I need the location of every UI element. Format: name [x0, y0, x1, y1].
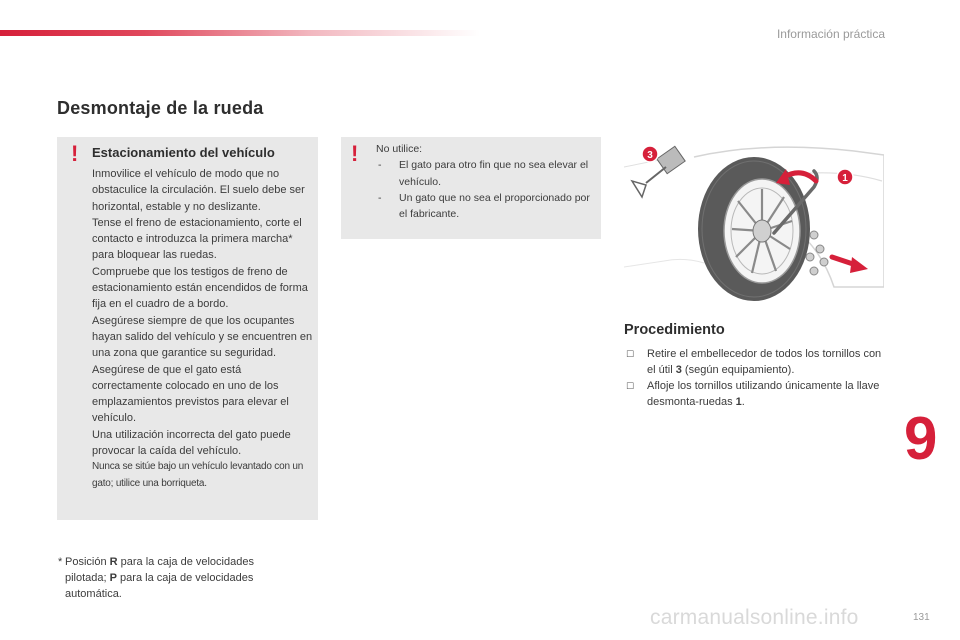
- procedure-heading: Procedimiento: [624, 322, 725, 338]
- jack-warning-box: [341, 137, 601, 239]
- warning-list: [376, 157, 596, 222]
- header-accent-bar: [0, 30, 480, 36]
- parking-paragraph: Tense el freno de estacionamiento, corte el contacto e introduzca la primera marcha* para bloquear las ruedas.: [92, 216, 302, 262]
- warning-item: - El gato para otro fin que no sea elevar el vehículo.: [378, 159, 589, 188]
- parking-paragraph: Inmovilice el vehículo de modo que no obstaculice la circulación. El suelo debe ser horizontal, estable y no deslizante.: [92, 168, 305, 213]
- footnote-text: Posición R para la caja de velocidades pilotada; P para la caja de velocidades automática.: [65, 556, 254, 600]
- parking-info-box: [57, 137, 318, 520]
- step-bullet-icon: ☐: [626, 381, 635, 391]
- parking-heading: Estacionamiento del vehículo: [92, 145, 275, 160]
- warning-item: - Un gato que no sea el proporcionado por el fabricante.: [378, 191, 590, 221]
- page-title: Desmontaje de la rueda: [57, 98, 264, 118]
- parking-text: [92, 166, 314, 492]
- warning-intro: No utilice:: [376, 143, 423, 155]
- parking-paragraph: Compruebe que los testigos de freno de estacionamiento están encendidos de forma fija en el cuadro de a bordo.: [92, 265, 308, 311]
- parking-paragraph: Una utilización incorrecta del gato puede provocar la caída del vehículo.: [92, 428, 291, 458]
- warning-exclamation-icon: !: [351, 141, 359, 166]
- step-bullet-icon: ☐: [626, 349, 635, 359]
- parking-paragraph: Nunca se sitúe bajo un vehículo levantado con un gato; utilice una borriqueta.: [92, 461, 304, 489]
- chapter-number: 9: [904, 405, 938, 472]
- page-number: 131: [913, 612, 930, 623]
- watermark: carmanualsonline.info: [650, 606, 859, 629]
- procedure-steps: [624, 346, 884, 410]
- parking-paragraph: Asegúrese de que el gato está correctamente colocado en uno de los emplazamientos previstos para elevar el vehículo.: [92, 363, 289, 425]
- procedure-step: ☐ Afloje los tornillos utilizando únicamente la llave desmonta-ruedas 1.: [626, 380, 880, 408]
- callout-3-label: 3: [647, 150, 653, 161]
- footnote: [58, 554, 298, 602]
- warning-exclamation-icon: !: [71, 141, 79, 166]
- parking-paragraph: Asegúrese siempre de que los ocupantes hayan salido del vehículo y se encuentren en una zona que garantice su seguridad.: [92, 314, 313, 360]
- footnote-marker: *: [58, 556, 63, 568]
- wheel-illustration-svg: [624, 137, 884, 303]
- procedure-step: ☐ Retire el embellecedor de todos los tornillos con el útil 3 (según equipamiento).: [626, 348, 882, 376]
- section-header: Información práctica: [776, 27, 885, 41]
- wheel-removal-illustration: [624, 137, 884, 303]
- warning-text: [376, 141, 596, 222]
- callout-1-label: 1: [842, 173, 848, 184]
